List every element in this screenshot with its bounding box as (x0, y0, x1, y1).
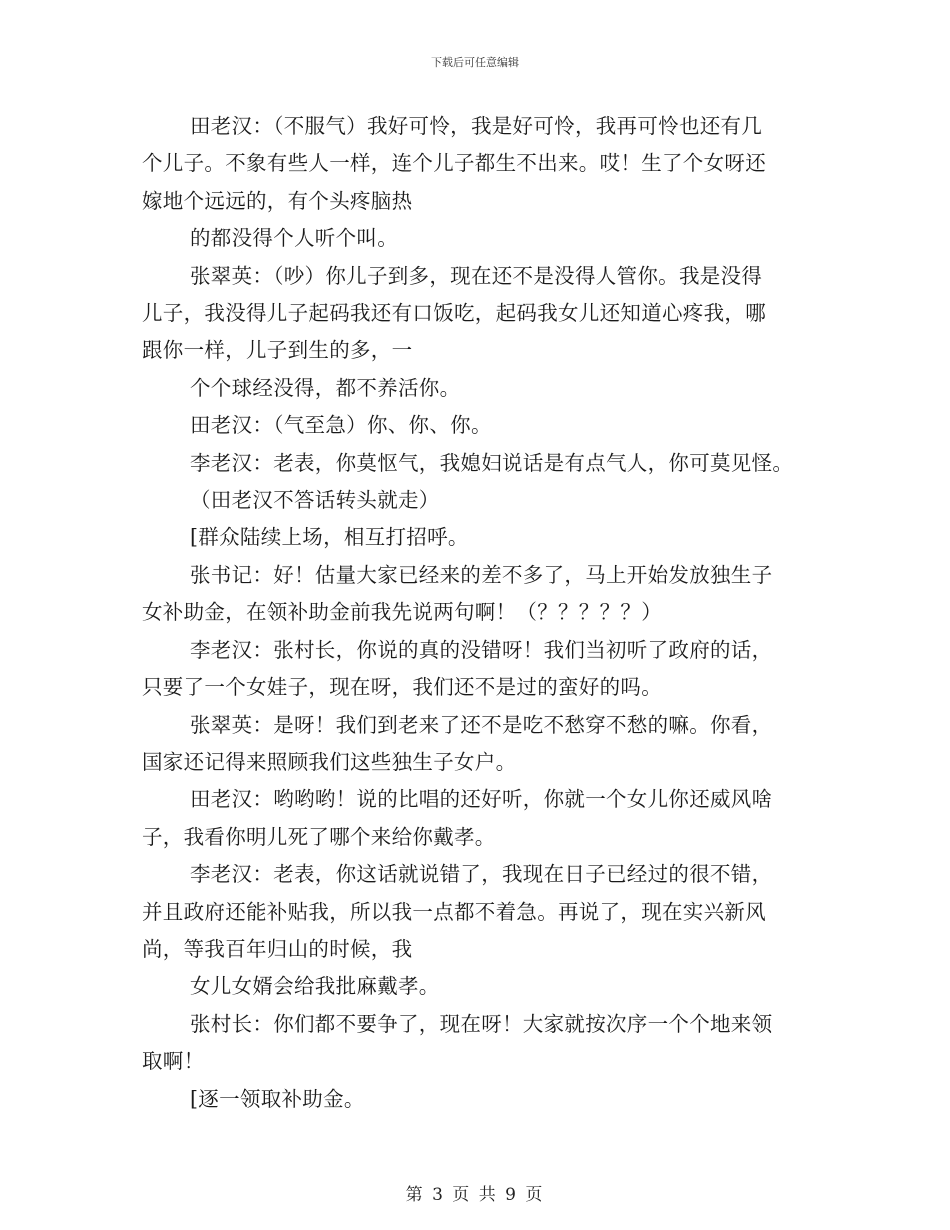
text-line: 个个球经没得，都不养活你。 (190, 375, 461, 400)
text-line: 尚，等我百年归山的时候，我 (142, 936, 413, 961)
text-line: [逐一领取补助金。 (190, 1086, 365, 1111)
text-line: 李老汉：老表，你这话就说错了，我现在日子已经过的很不错， (190, 862, 773, 887)
page-footer: 第 3 页 共 9 页 (405, 1185, 545, 1205)
text-line: 儿子，我没得儿子起码我还有口饭吃，起码我女儿还知道心疼我，哪 (142, 301, 766, 326)
text-line: 的都没得个人听个叫。 (190, 226, 398, 251)
text-line: 嫁地个远远的，有个头疼脑热 (142, 188, 413, 213)
text-line: 李老汉：张村长，你说的真的没错呀！我们当初听了政府的话， (190, 637, 773, 662)
text-line: 田老汉：（气至急）你、你、你。 (190, 413, 492, 438)
text-line: 张书记：好！估量大家已经来的差不多了，马上开始发放独生子 (190, 562, 773, 587)
document-body (142, 108, 814, 1118)
text-line: 子，我看你明儿死了哪个来给你戴孝。 (142, 824, 496, 849)
text-line: 女儿女婿会给我批麻戴孝。 (190, 974, 440, 999)
text-line: 田老汉：哟哟哟！说的比唱的还好听，你就一个女儿你还威风啥 (190, 787, 773, 812)
text-line: 张翠英：（吵）你儿子到多，现在还不是没得人管你。我是没得 (190, 263, 763, 288)
text-line: 李老汉：老表，你莫怄气，我媳妇说话是有点气人，你可莫见怪。 (190, 450, 794, 475)
text-line: 并且政府还能补贴我，所以我一点都不着急。再说了，现在实兴新风 (142, 899, 766, 924)
text-line: 个儿子。不象有些人一样，连个儿子都生不出来。哎！生了个女呀还 (142, 151, 766, 176)
text-line: [群众陆续上场，相互打招呼。 (190, 525, 469, 550)
text-line: 田老汉：（不服气）我好可怜，我是好可怜，我再可怜也还有几 (190, 114, 763, 138)
text-line: 跟你一样，儿子到生的多，一 (142, 338, 413, 363)
text-line: 取啊！ (142, 1049, 205, 1074)
text-line: 张村长：你们都不要争了，现在呀！大家就按次序一个个地来领 (190, 1011, 773, 1036)
text-line: 张翠英：是呀！我们到老来了还不是吃不愁穿不愁的嘛。你看， (190, 712, 773, 737)
text-line: 只要了一个女娃子，现在呀，我们还不是过的蛮好的吗。 (142, 675, 662, 700)
text-line: （田老汉不答话转头就走） (190, 488, 440, 513)
page-header: 下载后可任意编辑 (431, 56, 519, 69)
text-line: 女补助金，在领补助金前我先说两句啊！（？？？？？） (142, 600, 662, 625)
text-line: 国家还记得来照顾我们这些独生子女户。 (142, 749, 517, 774)
